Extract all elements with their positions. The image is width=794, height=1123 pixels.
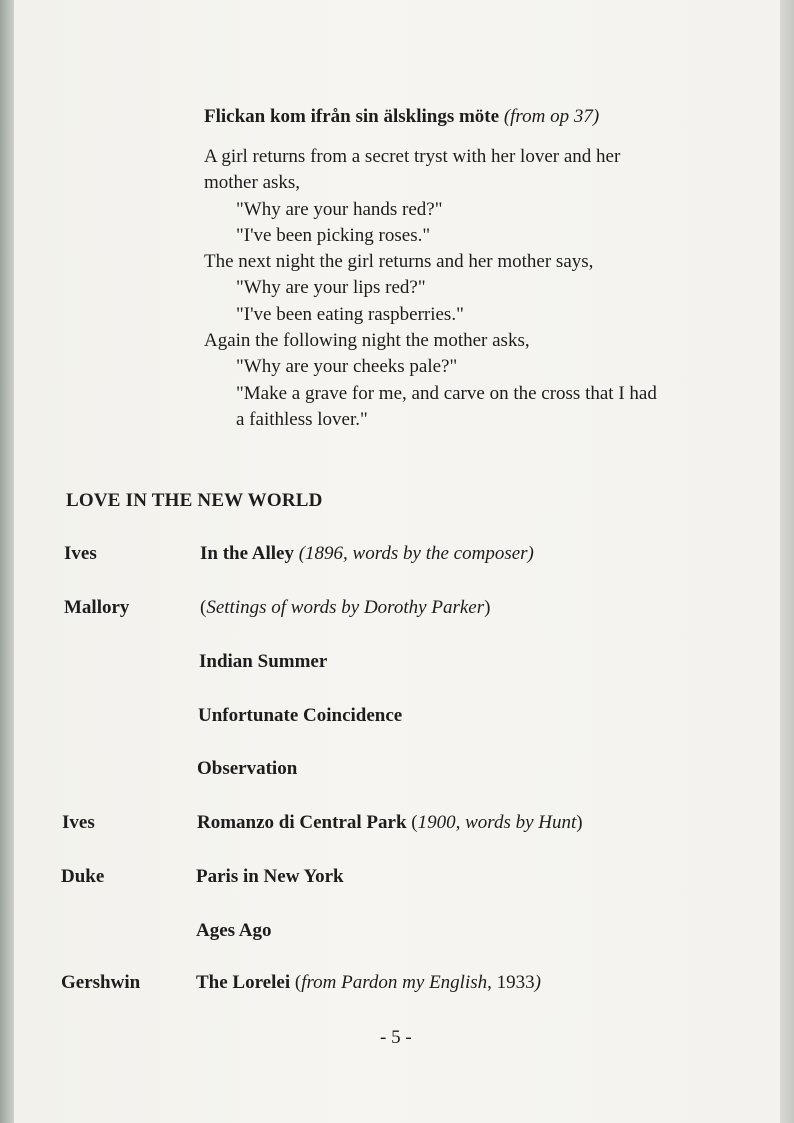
- section-title: LOVE IN THE NEW WORLD: [66, 490, 323, 511]
- composer-name: Ives: [62, 812, 95, 833]
- work-title-text: Romanzo di Central Park: [197, 812, 407, 833]
- work-title: Indian Summer: [199, 651, 328, 672]
- paren: ): [484, 597, 491, 618]
- poem-line: mother asks,: [204, 172, 301, 194]
- page-edge-left: [0, 0, 14, 1123]
- poem-line: "Make a grave for me, and carve on the cross that I had: [236, 382, 657, 404]
- work-title: Observation: [197, 758, 298, 779]
- paren: (: [503, 106, 511, 127]
- poem-line: "Why are your lips red?": [236, 277, 426, 299]
- composer-name: Ives: [64, 543, 97, 564]
- page-edge-right: [780, 0, 794, 1123]
- work-note: (1896, words by the composer): [298, 543, 534, 564]
- poem-line: "Why are your hands red?": [236, 198, 443, 220]
- poem-line: A girl returns from a secret tryst with her lover and her: [204, 146, 621, 167]
- song-source: from op 37: [510, 106, 593, 127]
- work-title: [196, 972, 541, 994]
- poem-line: a faithless lover.": [236, 408, 368, 430]
- poem-line: "I've been picking roses.": [236, 224, 431, 246]
- composer-name: Duke: [61, 866, 105, 887]
- poem-text: [204, 144, 744, 433]
- work-title: Ages Ago: [196, 920, 272, 941]
- work-title: Unfortunate Coincidence: [198, 705, 403, 726]
- work-title-text: The Lorelei: [196, 972, 291, 993]
- poem-line: "I've been eating raspberries.": [236, 303, 464, 325]
- song-title-text: Flickan kom ifrån sin älsklings möte: [204, 106, 500, 127]
- paren: ): [534, 972, 541, 993]
- work-title-text: In the Alley: [200, 543, 294, 564]
- work-title: [197, 812, 583, 834]
- paren: ): [576, 812, 583, 833]
- paren: (: [294, 972, 302, 993]
- work-note: Settings of words by Dorothy Parker: [206, 597, 485, 618]
- work-title: [200, 543, 534, 565]
- poem-line: The next night the girl returns and her mother says,: [204, 251, 594, 273]
- paren: (: [200, 597, 207, 618]
- song-title: [204, 106, 599, 128]
- work-note: from Pardon my English: [301, 972, 488, 993]
- composer-name: Gershwin: [61, 972, 141, 993]
- page-number: - 5 -: [380, 1027, 412, 1048]
- composer-name: Mallory: [64, 597, 130, 618]
- work-year: , 1933: [487, 972, 535, 993]
- work-title: [200, 597, 490, 619]
- paren: ): [592, 106, 600, 127]
- work-title: Paris in New York: [196, 866, 344, 887]
- paren: (: [411, 812, 418, 833]
- work-note: 1900, words by Hunt: [417, 812, 577, 833]
- poem-line: Again the following night the mother asks,: [204, 330, 530, 352]
- poem-line: "Why are your cheeks pale?": [236, 356, 458, 378]
